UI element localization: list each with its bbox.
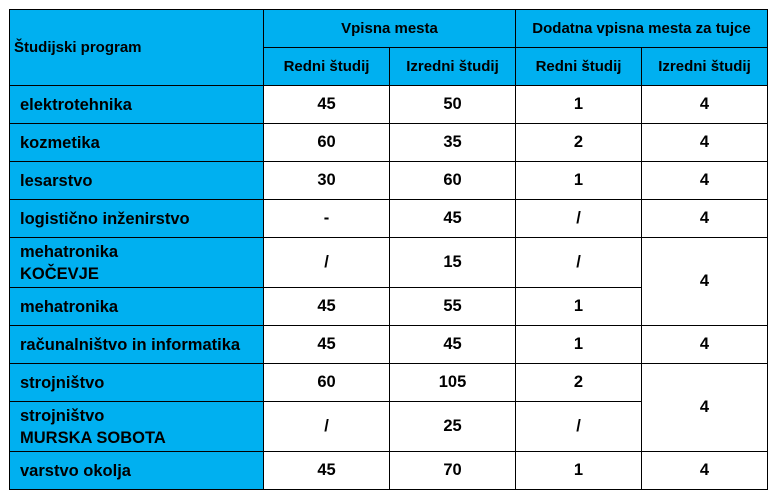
cell-tujci-redni: 1 (516, 452, 642, 490)
cell-izredni: 105 (390, 364, 516, 402)
cell-tujci-redni: / (516, 238, 642, 288)
table-row (10, 200, 768, 238)
cell-redni: 45 (264, 288, 390, 326)
program-name-line1: mehatronika (20, 242, 119, 261)
cell-tujci-izredni: 4 (642, 200, 768, 238)
cell-tujci-izredni: 4 (642, 124, 768, 162)
table-row (10, 86, 768, 124)
cell-izredni: 50 (390, 86, 516, 124)
cell-redni: - (264, 200, 390, 238)
cell-tujci-redni: 1 (516, 162, 642, 200)
subheader-redni-2: Redni študij (516, 48, 642, 86)
table-row (10, 326, 768, 364)
cell-izredni: 70 (390, 452, 516, 490)
subheader-izredni-1: Izredni študij (390, 48, 516, 86)
cell-redni: 30 (264, 162, 390, 200)
cell-tujci-izredni: 4 (642, 238, 768, 326)
program-name: mehatronika (10, 288, 264, 326)
cell-redni: 45 (264, 452, 390, 490)
cell-redni: / (264, 402, 390, 452)
table-row (10, 238, 768, 288)
cell-tujci-izredni: 4 (642, 452, 768, 490)
cell-redni: 60 (264, 124, 390, 162)
cell-tujci-redni: 1 (516, 288, 642, 326)
cell-tujci-izredni: 4 (642, 86, 768, 124)
program-name: elektrotehnika (10, 86, 264, 124)
cell-tujci-redni: 1 (516, 86, 642, 124)
cell-tujci-izredni: 4 (642, 326, 768, 364)
table-row (10, 364, 768, 402)
table-row (10, 162, 768, 200)
program-name (10, 402, 264, 452)
program-name: varstvo okolja (10, 452, 264, 490)
cell-tujci-izredni: 4 (642, 364, 768, 452)
cell-tujci-izredni: 4 (642, 162, 768, 200)
cell-redni: 60 (264, 364, 390, 402)
program-name-line1: strojništvo (20, 406, 105, 425)
cell-tujci-redni: 1 (516, 326, 642, 364)
table-row (10, 452, 768, 490)
header-dodatna-mesta: Dodatna vpisna mesta za tujce (516, 10, 768, 48)
cell-tujci-redni: 2 (516, 124, 642, 162)
table-row (10, 124, 768, 162)
cell-izredni: 45 (390, 200, 516, 238)
cell-izredni: 55 (390, 288, 516, 326)
subheader-izredni-2: Izredni študij (642, 48, 768, 86)
program-name: strojništvo (10, 364, 264, 402)
program-name: logistično inženirstvo (10, 200, 264, 238)
enrollment-table (9, 9, 768, 490)
header-vpisna-mesta: Vpisna mesta (264, 10, 516, 48)
program-name: lesarstvo (10, 162, 264, 200)
subheader-redni-1: Redni študij (264, 48, 390, 86)
cell-tujci-redni: 2 (516, 364, 642, 402)
program-name (10, 238, 264, 288)
program-location: MURSKA SOBOTA (20, 428, 166, 447)
cell-izredni: 35 (390, 124, 516, 162)
cell-izredni: 45 (390, 326, 516, 364)
program-name: računalništvo in informatika (10, 326, 264, 364)
cell-izredni: 25 (390, 402, 516, 452)
cell-izredni: 60 (390, 162, 516, 200)
header-program: Študijski program (10, 10, 264, 86)
cell-redni: 45 (264, 86, 390, 124)
cell-tujci-redni: / (516, 200, 642, 238)
cell-tujci-redni: / (516, 402, 642, 452)
cell-redni: / (264, 238, 390, 288)
enrollment-table-wrapper (9, 9, 768, 490)
program-name: kozmetika (10, 124, 264, 162)
cell-izredni: 15 (390, 238, 516, 288)
program-location: KOČEVJE (20, 264, 99, 283)
cell-redni: 45 (264, 326, 390, 364)
